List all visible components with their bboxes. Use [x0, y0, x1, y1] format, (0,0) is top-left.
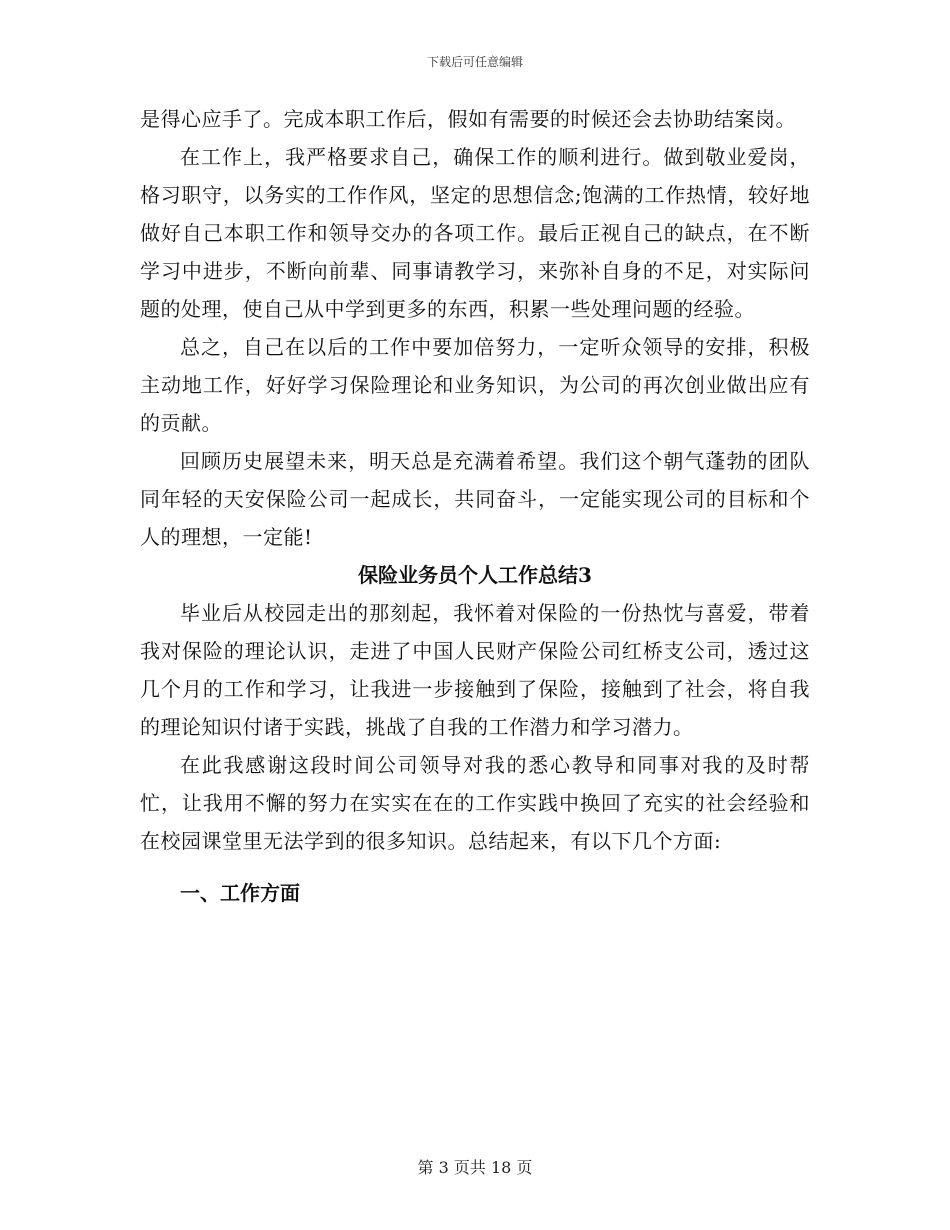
page-header: 下载后可任意编辑	[426, 55, 523, 69]
page-footer: 第 3 页共 18 页	[417, 1158, 533, 1177]
section-paragraph-thanks: 在此我感谢这段时间公司领导对我的悉心教导和同事对我的及时帮忙，让我用不懈的努力在实实在在的工作实践中换回了充实的社会经验和在校园课堂里无法学到的很多知识。总结起来，有以下几个方面:	[140, 753, 810, 853]
section-title: 保险业务员个人工作总结3	[358, 563, 592, 587]
section-subheading: 一、工作方面	[180, 881, 300, 905]
paragraph-conclusion: 总之，自己在以后的工作中要加倍努力，一定听众领导的安排，积极主动地工作，好好学习保险理论和业务知识，为公司的再次创业做出应有的贡献。	[140, 335, 810, 435]
paragraph-work-attitude: 在工作上，我严格要求自己，确保工作的顺利进行。做到敬业爱岗，格习职守，以务实的工作作风，坚定的思想信念;饱满的工作热情，较好地做好自己本职工作和领导交办的各项工作。最后正视自己的缺点，在不断学习中进步，不断向前辈、同事请教学习，来弥补自身的不足，对实际问题的处理，使自己从中学到更多的东西，积累一些处理问题的经验。	[140, 145, 810, 321]
paragraph-outlook: 回顾历史展望未来，明天总是充满着希望。我们这个朝气蓬勃的团队同年轻的天安保险公司一起成长，共同奋斗，一定能实现公司的目标和个人的理想，一定能!	[140, 449, 810, 549]
paragraph-continuation: 是得心应手了。完成本职工作后，假如有需要的时候还会去协助结案岗。	[140, 107, 796, 131]
section-paragraph-intro: 毕业后从校园走出的那刻起，我怀着对保险的一份热忱与喜爱，带着我对保险的理论认识，走进了中国人民财产保险公司红桥支公司，透过这几个月的工作和学习，让我进一步接触到了保险，接触到了社会，将自我的理论知识付诸于实践，挑战了自我的工作潜力和学习潜力。	[140, 601, 810, 739]
document-body	[140, 100, 810, 912]
